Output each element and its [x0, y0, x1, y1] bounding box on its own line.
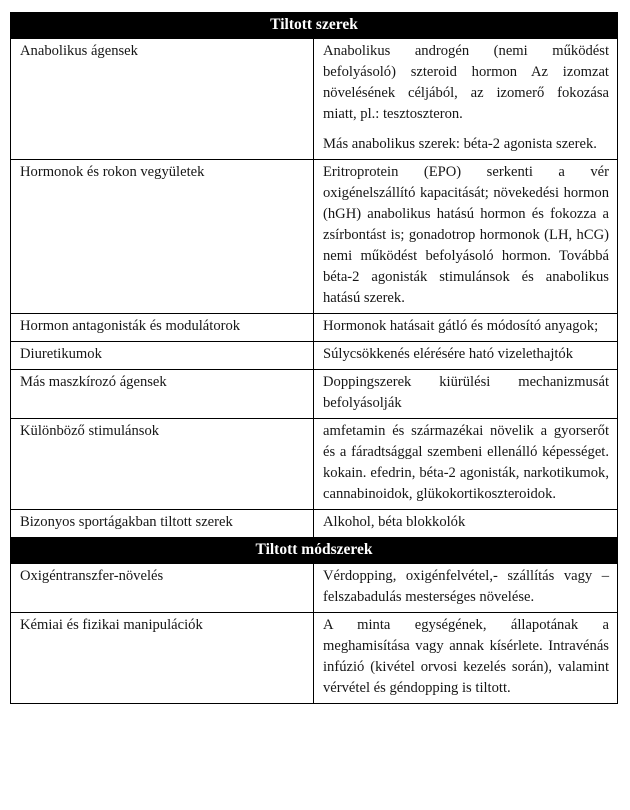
category-cell: [11, 613, 314, 704]
section-header-row: [11, 538, 618, 564]
description-paragraph: Hormonok hatásait gátló és módosító anyagok;: [323, 318, 599, 334]
category-label: Kémiai és fizikai manipulációk: [20, 617, 203, 633]
prohibited-substances-table: [10, 12, 618, 704]
description-paragraph: Súlycsökkenés elérésére ható vizelethajtók: [323, 346, 574, 362]
table-row: [11, 510, 618, 538]
category-label: Különböző stimulánsok: [20, 423, 160, 439]
category-label: Hormon antagonisták és modulátorok: [20, 318, 241, 334]
description-cell: [314, 613, 618, 704]
category-cell: [11, 564, 314, 613]
section-header-cell: [11, 538, 618, 564]
category-label: Más maszkírozó ágensek: [20, 374, 167, 390]
description-paragraph: amfetamin és származékai növelik a gyorserőt és a fáradtsággal szembeni ellenálló képességet. kokain. efedrin, béta-2 agonisták, narkotikumok, cannabinoidok, glükokortikoszteroidok.: [323, 423, 609, 502]
description-paragraph: Anabolikus androgén (nemi működést befolyásoló) szteroid hormon Az izomzat növelésének céljából, az izomerő fokozása miatt, pl.: tesztoszteron.: [323, 43, 609, 122]
category-cell: [11, 160, 314, 314]
category-cell: [11, 39, 314, 160]
description-cell: [314, 419, 618, 510]
category-label: Anabolikus ágensek: [20, 43, 138, 59]
table-row: [11, 39, 618, 160]
section-header-title: Tiltott szerek: [270, 16, 358, 33]
description-cell: [314, 314, 618, 342]
table-row: [11, 564, 618, 613]
description-cell: [314, 342, 618, 370]
section-header-row: [11, 13, 618, 39]
description-paragraph: Doppingszerek kiürülési mechanizmusát befolyásolják: [323, 374, 609, 411]
description-paragraph: Eritroprotein (EPO) serkenti a vér oxigénelszállító kapacitását; növekedési hormon (hGH) anabolikus hatású hormon és fokozza a zsírbontást is; gonadotrop hormonok (LH, hCG) nemi működést befolyásoló hormon. Továbbá béta-2 agonisták stimulánsok és anabolikus hatású szerek.: [323, 164, 609, 306]
description-paragraph: A minta egységének, állapotának a meghamisítása vagy annak kísérlete. Intravénás infúzió (kivétel orvosi kezelés során), valamint vérvétel és géndopping is tiltott.: [323, 617, 609, 696]
table-row: [11, 613, 618, 704]
table-row: [11, 160, 618, 314]
description-paragraph: Alkohol, béta blokkolók: [323, 514, 466, 530]
category-cell: [11, 419, 314, 510]
category-label: Hormonok és rokon vegyületek: [20, 164, 205, 180]
category-cell: [11, 342, 314, 370]
category-label: Diuretikumok: [20, 346, 102, 362]
description-paragraph: Más anabolikus szerek: béta-2 agonista szerek.: [323, 136, 597, 152]
table-body: [11, 13, 618, 704]
description-paragraph: Vérdopping, oxigénfelvétel,- szállítás vagy – felszabadulás mesterséges növelése.: [323, 568, 609, 605]
description-cell: [314, 510, 618, 538]
section-header-cell: [11, 13, 618, 39]
category-label: Oxigéntranszfer-növelés: [20, 568, 164, 584]
description-cell: [314, 160, 618, 314]
description-cell: [314, 370, 618, 419]
table-row: [11, 314, 618, 342]
description-cell: [314, 39, 618, 160]
table-row: [11, 370, 618, 419]
section-header-title: Tiltott módszerek: [255, 541, 373, 558]
table-row: [11, 419, 618, 510]
category-label: Bizonyos sportágakban tiltott szerek: [20, 514, 233, 530]
description-cell: [314, 564, 618, 613]
category-cell: [11, 510, 314, 538]
category-cell: [11, 370, 314, 419]
category-cell: [11, 314, 314, 342]
table-row: [11, 342, 618, 370]
